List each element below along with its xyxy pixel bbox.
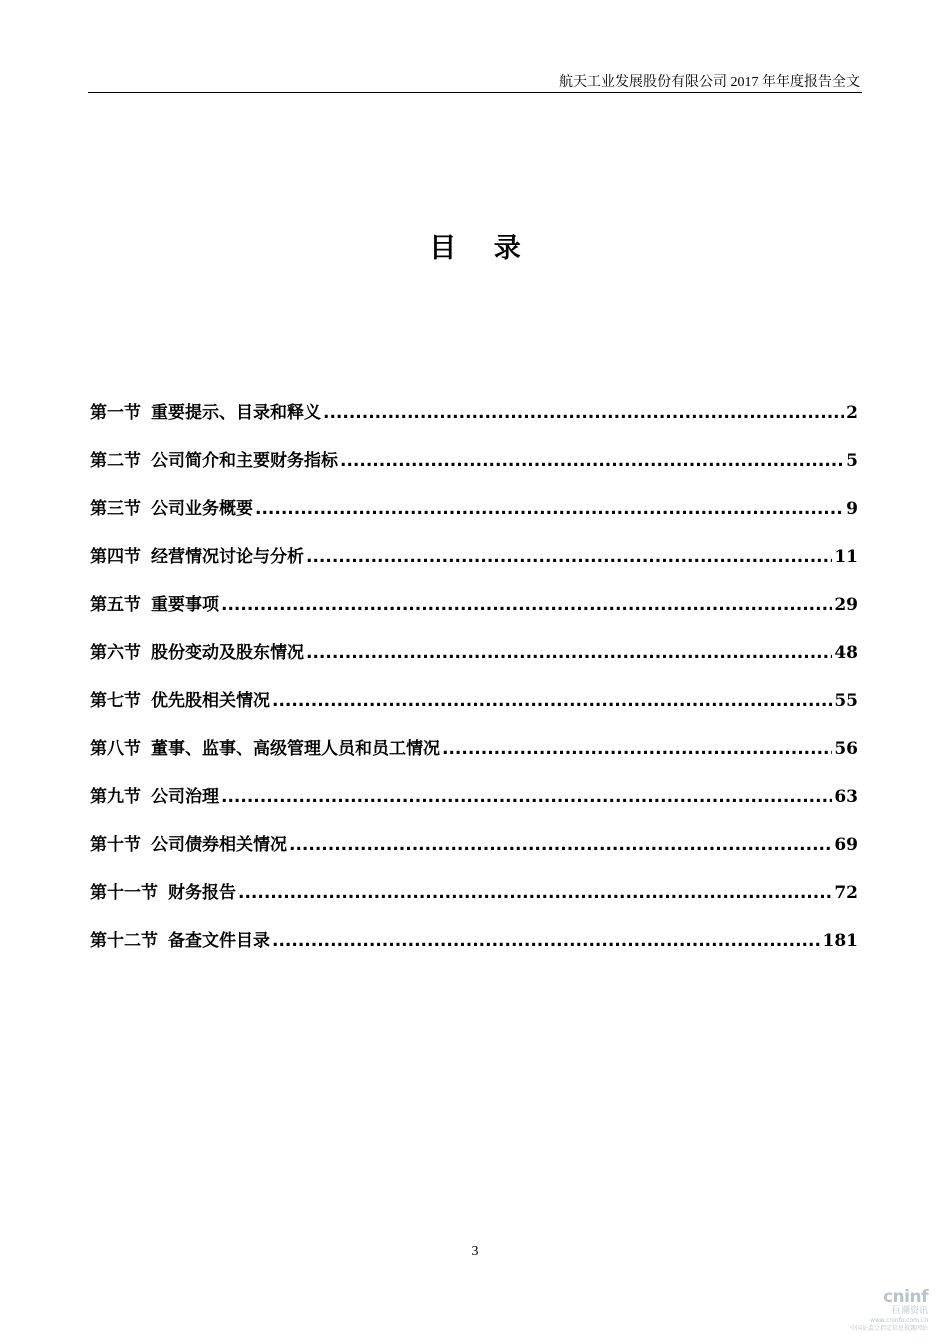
watermark-logo-text: cninf xyxy=(882,1287,928,1307)
toc-dot-leader xyxy=(221,595,832,615)
toc-section-number: 第七节 xyxy=(90,691,141,711)
toc-section-title: 公司债券相关情况 xyxy=(151,835,287,855)
toc-section-number: 第九节 xyxy=(90,787,141,807)
toc-page-number: 9 xyxy=(846,499,858,519)
toc-dot-leader xyxy=(340,451,844,471)
toc-section-title: 公司业务概要 xyxy=(151,499,253,519)
toc-dot-leader xyxy=(238,883,832,903)
toc-dot-leader xyxy=(306,643,832,663)
table-of-contents xyxy=(90,398,858,974)
toc-page-number: 69 xyxy=(834,835,858,855)
toc-page-number: 5 xyxy=(846,451,858,471)
toc-page-number: 48 xyxy=(834,643,858,663)
toc-section-title: 公司治理 xyxy=(151,787,219,807)
toc-entry[interactable] xyxy=(90,782,858,830)
toc-section-number: 第一节 xyxy=(90,403,141,423)
toc-dot-leader xyxy=(442,739,832,759)
toc-dot-leader xyxy=(272,931,821,951)
toc-section-number: 第八节 xyxy=(90,739,141,759)
toc-entry[interactable] xyxy=(90,542,858,590)
toc-entry[interactable] xyxy=(90,830,858,878)
toc-page-number: 63 xyxy=(834,787,858,807)
toc-section-title: 财务报告 xyxy=(168,883,236,903)
toc-dot-leader xyxy=(323,403,844,423)
toc-section-title: 董事、监事、高级管理人员和员工情况 xyxy=(151,739,440,759)
toc-section-number: 第十二节 xyxy=(90,931,158,951)
toc-section-title: 备查文件目录 xyxy=(168,931,270,951)
toc-page-number: 181 xyxy=(822,931,858,951)
toc-page-number: 29 xyxy=(834,595,858,615)
toc-dot-leader xyxy=(221,787,832,807)
toc-section-number: 第四节 xyxy=(90,547,141,567)
toc-section-title: 重要事项 xyxy=(151,595,219,615)
header-divider xyxy=(88,92,862,93)
toc-entry[interactable] xyxy=(90,686,858,734)
toc-entry[interactable] xyxy=(90,446,858,494)
toc-section-number: 第六节 xyxy=(90,643,141,663)
toc-section-title: 重要提示、目录和释义 xyxy=(151,403,321,423)
toc-entry[interactable] xyxy=(90,638,858,686)
toc-dot-leader xyxy=(272,691,832,711)
toc-section-title: 经营情况讨论与分析 xyxy=(151,547,304,567)
toc-dot-leader xyxy=(289,835,832,855)
toc-section-number: 第十一节 xyxy=(90,883,158,903)
cninfo-watermark-logo xyxy=(818,1288,928,1336)
toc-page-number: 2 xyxy=(846,403,858,423)
toc-dot-leader xyxy=(306,547,832,567)
toc-entry[interactable] xyxy=(90,734,858,782)
toc-section-title: 公司简介和主要财务指标 xyxy=(151,451,338,471)
toc-entry[interactable] xyxy=(90,590,858,638)
page-number: 3 xyxy=(471,1244,479,1259)
report-header-title: 航天工业发展股份有限公司 2017 年年度报告全文 xyxy=(559,75,860,90)
toc-dot-leader xyxy=(255,499,844,519)
toc-section-number: 第二节 xyxy=(90,451,141,471)
toc-page-number: 11 xyxy=(834,547,858,567)
toc-page-number: 72 xyxy=(834,883,858,903)
watermark-tagline: 中国证监会指定信息披露网站 xyxy=(849,1325,928,1332)
toc-section-title: 股份变动及股东情况 xyxy=(151,643,304,663)
toc-entry[interactable] xyxy=(90,494,858,542)
toc-entry[interactable] xyxy=(90,926,858,974)
toc-page-number: 55 xyxy=(834,691,858,711)
toc-title: 目 录 xyxy=(429,233,535,264)
toc-section-number: 第三节 xyxy=(90,499,141,519)
toc-entry[interactable] xyxy=(90,398,858,446)
toc-entry[interactable] xyxy=(90,878,858,926)
watermark-brand: 巨潮资讯 xyxy=(891,1306,928,1316)
toc-section-number: 第五节 xyxy=(90,595,141,615)
watermark-url: www.cninfo.com.cn xyxy=(869,1317,928,1324)
toc-page-number: 56 xyxy=(834,739,858,759)
toc-section-title: 优先股相关情况 xyxy=(151,691,270,711)
toc-section-number: 第十节 xyxy=(90,835,141,855)
